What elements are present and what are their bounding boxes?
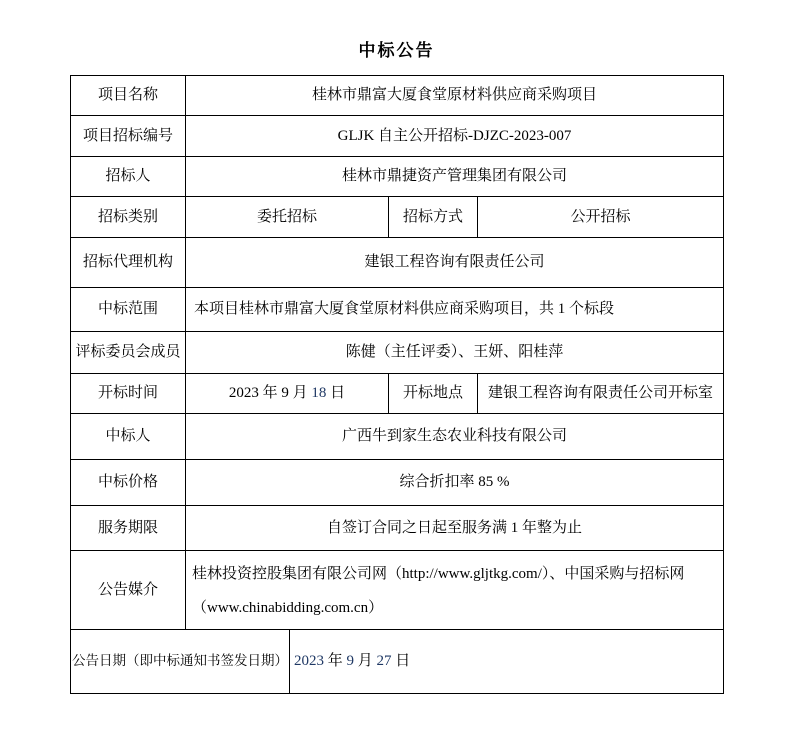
committee-value: 陈健（主任评委）、王妍、阳桂萍 <box>186 332 724 374</box>
opening-place-value: 建银工程咨询有限责任公司开标室 <box>478 374 724 414</box>
row-agency <box>71 238 724 288</box>
service-term-value: 自签订合同之日起至服务满 1 年整为止 <box>186 506 724 551</box>
date-number: 27 <box>376 653 392 670</box>
announcement-date-table <box>70 629 724 694</box>
date-text: 日 <box>326 385 346 402</box>
row-service-term <box>71 506 724 551</box>
scope-label: 中标范围 <box>71 288 186 332</box>
agency-value: 建银工程咨询有限责任公司 <box>186 238 724 288</box>
announce-date-value <box>290 630 724 694</box>
media-label: 公告媒介 <box>71 551 186 631</box>
media-value <box>186 551 724 631</box>
row-bid-number <box>71 116 724 157</box>
date-text: 2023 年 9 月 <box>228 385 312 402</box>
date-text: 年 <box>324 653 347 670</box>
row-winner <box>71 414 724 460</box>
opening-time-value <box>186 374 389 414</box>
row-announce-date <box>71 630 724 694</box>
media-value-line1: 桂林投资控股集团有限公司网（http://www.gljtkg.com/）、中国采购与招标网 <box>192 565 685 582</box>
opening-place-label: 开标地点 <box>389 374 478 414</box>
announcement-table <box>70 75 724 631</box>
date-number: 9 <box>346 653 355 670</box>
price-label: 中标价格 <box>71 460 186 506</box>
committee-label: 评标委员会成员 <box>71 332 186 374</box>
row-price <box>71 460 724 506</box>
price-value: 综合折扣率 85 % <box>186 460 724 506</box>
agency-label: 招标代理机构 <box>71 238 186 288</box>
row-media <box>71 551 724 631</box>
row-bid-category <box>71 197 724 238</box>
project-name-label: 项目名称 <box>71 76 186 116</box>
bid-method-value: 公开招标 <box>478 197 724 238</box>
date-text: 日 <box>391 653 411 670</box>
winner-value: 广西牛到家生态农业科技有限公司 <box>186 414 724 460</box>
row-committee <box>71 332 724 374</box>
project-name-value: 桂林市鼎富大厦食堂原材料供应商采购项目 <box>186 76 724 116</box>
date-text: 月 <box>354 653 377 670</box>
bid-number-label: 项目招标编号 <box>71 116 186 157</box>
date-number: 2023 <box>294 653 324 670</box>
scope-value: 本项目桂林市鼎富大厦食堂原材料供应商采购项目，共 1 个标段 <box>186 288 724 332</box>
row-tenderer <box>71 157 724 197</box>
bid-method-label: 招标方式 <box>389 197 478 238</box>
announce-date-label: 公告日期（即中标通知书签发日期） <box>71 630 290 694</box>
date-number: 18 <box>311 385 327 402</box>
bid-category-value: 委托招标 <box>186 197 389 238</box>
row-scope <box>71 288 724 332</box>
tenderer-value: 桂林市鼎捷资产管理集团有限公司 <box>186 157 724 197</box>
winner-label: 中标人 <box>71 414 186 460</box>
opening-time-label: 开标时间 <box>71 374 186 414</box>
media-value-line2: （www.chinabidding.com.cn） <box>192 599 384 616</box>
service-term-label: 服务期限 <box>71 506 186 551</box>
bid-number-value: GLJK 自主公开招标-DJZC-2023-007 <box>186 116 724 157</box>
row-project-name <box>71 76 724 116</box>
page-title: 中标公告 <box>358 41 435 60</box>
bid-category-label: 招标类别 <box>71 197 186 238</box>
tenderer-label: 招标人 <box>71 157 186 197</box>
row-opening <box>71 374 724 414</box>
